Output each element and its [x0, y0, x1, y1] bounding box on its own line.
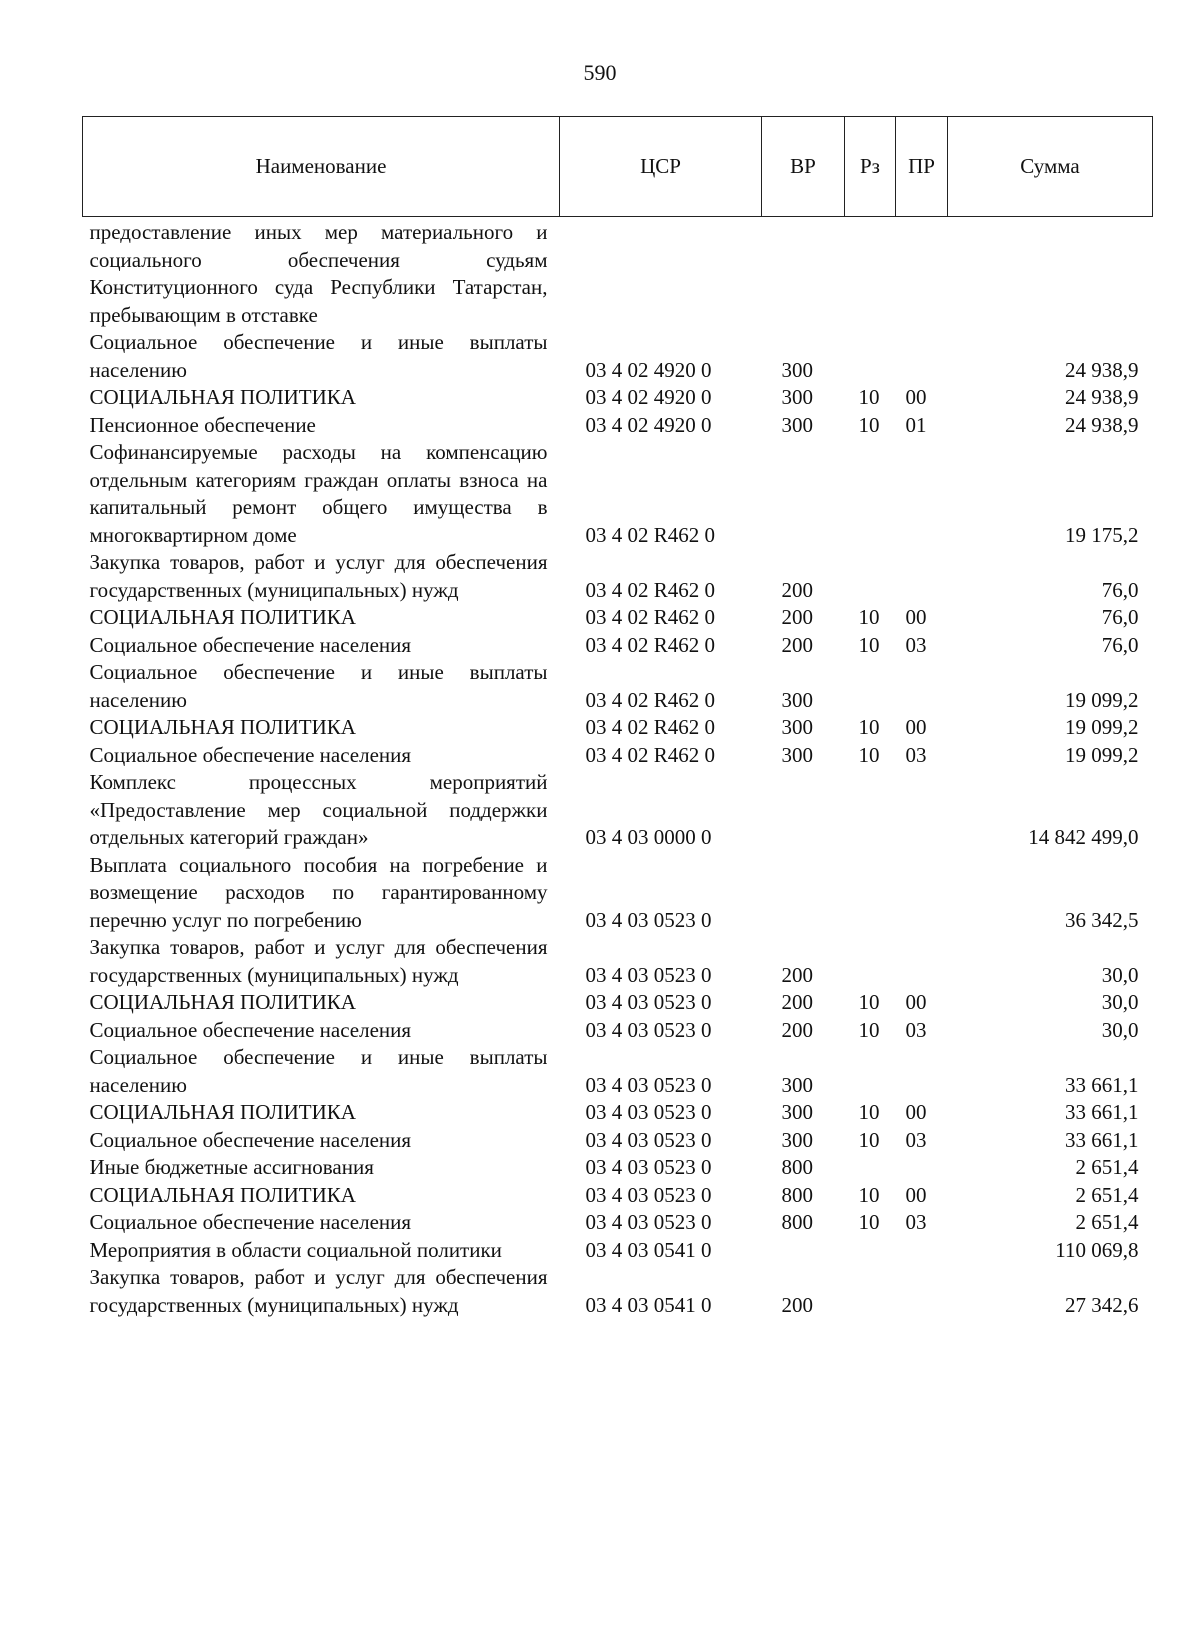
cell-vr: [762, 1237, 845, 1265]
cell-csr: 03 4 02 4920 0: [585, 385, 712, 409]
cell-vr: 200: [781, 1292, 813, 1317]
cell-sum: 76,0: [1101, 577, 1139, 602]
cell-sum: 33 661,1: [1065, 1100, 1139, 1124]
cell-rz: [845, 769, 896, 852]
cell-name: Социальное обеспечение населения: [89, 1017, 412, 1042]
cell-name: Пенсионное обеспечение: [89, 412, 316, 437]
cell-name: Социальное обеспечение населения: [89, 742, 412, 767]
header-csr: ЦСР: [560, 117, 762, 217]
cell-pr: [896, 549, 948, 604]
cell-pr: [896, 769, 948, 852]
cell-csr: 03 4 03 0541 0: [585, 1237, 712, 1262]
cell-rz: [845, 1154, 896, 1182]
cell-name: Социальное обеспечение и иные выплаты населению: [89, 1045, 548, 1097]
cell-csr: 03 4 02 R462 0: [585, 605, 716, 629]
table-row: [83, 989, 1153, 1017]
cell-pr: [896, 934, 948, 989]
cell-name: СОЦИАЛЬНАЯ ПОЛИТИКА: [89, 990, 356, 1014]
cell-vr: 300: [781, 687, 813, 712]
cell-rz: 10: [858, 605, 880, 629]
cell-name: СОЦИАЛЬНАЯ ПОЛИТИКА: [89, 1100, 356, 1124]
cell-csr: 03 4 02 R462 0: [585, 632, 716, 657]
cell-csr: 03 4 02 4920 0: [585, 357, 712, 382]
cell-sum: 2 651,4: [1075, 1155, 1139, 1179]
cell-csr: 03 4 03 0523 0: [585, 1017, 712, 1042]
cell-sum: 33 661,1: [1065, 1127, 1139, 1152]
cell-rz: 10: [858, 1127, 880, 1152]
cell-vr: [762, 769, 845, 852]
table-row: [83, 604, 1153, 632]
cell-rz: 10: [858, 1017, 880, 1042]
cell-vr: 300: [781, 412, 813, 437]
cell-pr: 03: [905, 742, 927, 767]
cell-csr: 03 4 02 R462 0: [585, 577, 716, 602]
budget-table: [82, 116, 1153, 1319]
table-row: [83, 659, 1153, 714]
cell-rz: 10: [858, 1210, 880, 1234]
cell-sum: 30,0: [1101, 1017, 1139, 1042]
cell-rz: 10: [858, 715, 880, 739]
cell-name: Выплата социального пособия на погребение и возмещение расходов по гарантированному перечню услуг по погребению: [89, 852, 548, 932]
table-row: [83, 217, 1153, 330]
cell-name: Социальное обеспечение населения: [89, 632, 412, 657]
cell-pr: 00: [905, 605, 927, 629]
cell-rz: [845, 439, 896, 549]
cell-rz: 10: [858, 1100, 880, 1124]
cell-vr: 200: [781, 962, 813, 987]
cell-name: СОЦИАЛЬНАЯ ПОЛИТИКА: [89, 1182, 356, 1207]
cell-pr: [896, 1154, 948, 1182]
cell-pr: 03: [905, 1127, 927, 1152]
cell-name: Закупка товаров, работ и услуг для обеспечения государственных (муниципальных) нужд: [89, 935, 548, 987]
cell-name: Комплекс процессных мероприятий «Предоставление мер социальной поддержки отдельных категорий граждан»: [89, 770, 548, 849]
cell-sum: 19 099,2: [1065, 687, 1139, 712]
table-row: [83, 714, 1153, 742]
cell-csr: 03 4 02 R462 0: [585, 522, 716, 547]
cell-name: Мероприятия в области социальной политики: [89, 1237, 502, 1262]
table-row: [83, 1182, 1153, 1210]
cell-vr: [762, 439, 845, 549]
cell-pr: 00: [905, 385, 927, 409]
cell-csr: 03 4 03 0523 0: [585, 962, 712, 987]
cell-sum: 110 069,8: [1055, 1237, 1139, 1262]
cell-csr: 03 4 03 0523 0: [585, 1182, 712, 1207]
cell-pr: 00: [905, 715, 927, 739]
table-row: [83, 632, 1153, 660]
cell-rz: [845, 329, 896, 384]
cell-pr: [896, 439, 948, 549]
cell-rz: [845, 217, 896, 330]
cell-name: Закупка товаров, работ и услуг для обеспечения государственных (муниципальных) нужд: [89, 1265, 548, 1317]
cell-name: предоставление иных мер материального и социального обеспечения судьям Конституционного суда Республики Татарстан, пребывающим в отставке: [89, 220, 548, 327]
cell-sum: 14 842 499,0: [1028, 825, 1139, 849]
table-row: [83, 329, 1153, 384]
cell-csr: 03 4 03 0523 0: [585, 990, 712, 1014]
table-row: [83, 742, 1153, 770]
table-row: [83, 412, 1153, 440]
header-vr: ВР: [762, 117, 845, 217]
table-row: [83, 549, 1153, 604]
cell-vr: 300: [781, 357, 813, 382]
cell-rz: 10: [858, 990, 880, 1014]
cell-csr: [560, 217, 762, 330]
table-row: [83, 439, 1153, 549]
table-row: [83, 1127, 1153, 1155]
cell-sum: 19 099,2: [1065, 715, 1139, 739]
cell-vr: 200: [781, 990, 813, 1014]
cell-csr: 03 4 03 0000 0: [585, 825, 712, 849]
cell-vr: 800: [781, 1210, 813, 1234]
cell-sum: 24 938,9: [1065, 412, 1139, 437]
cell-pr: 03: [905, 632, 927, 657]
cell-vr: [762, 852, 845, 935]
cell-vr: [762, 217, 845, 330]
table-row: [83, 1209, 1153, 1237]
cell-csr: 03 4 03 0523 0: [585, 1210, 712, 1234]
cell-rz: 10: [858, 385, 880, 409]
cell-pr: 00: [905, 1100, 927, 1124]
cell-sum: 27 342,6: [1065, 1292, 1139, 1317]
cell-vr: 300: [781, 715, 813, 739]
cell-vr: 200: [781, 632, 813, 657]
cell-name: Социальное обеспечение населения: [89, 1210, 412, 1234]
cell-name: Социальное обеспечение и иные выплаты населению: [89, 330, 548, 382]
cell-vr: 300: [781, 385, 813, 409]
header-pr: ПР: [896, 117, 948, 217]
cell-sum: 2 651,4: [1075, 1210, 1139, 1234]
cell-rz: [845, 1237, 896, 1265]
cell-csr: 03 4 02 R462 0: [585, 715, 716, 739]
table-row: [83, 934, 1153, 989]
table-row: [83, 1264, 1153, 1319]
header-name: Наименование: [83, 117, 560, 217]
cell-vr: 200: [781, 577, 813, 602]
cell-sum: 76,0: [1101, 632, 1139, 657]
cell-csr: 03 4 03 0523 0: [585, 1155, 712, 1179]
cell-pr: [896, 1237, 948, 1265]
cell-rz: [845, 549, 896, 604]
cell-name: Социальное обеспечение населения: [89, 1127, 412, 1152]
cell-rz: 10: [858, 742, 880, 767]
cell-vr: 300: [781, 1127, 813, 1152]
table-row: [83, 1044, 1153, 1099]
cell-pr: [896, 217, 948, 330]
cell-sum: 36 342,5: [1065, 907, 1139, 932]
table-header: [83, 117, 1153, 217]
cell-csr: 03 4 03 0523 0: [585, 1072, 712, 1097]
cell-vr: 800: [781, 1182, 813, 1207]
cell-pr: 00: [905, 990, 927, 1014]
table-body: [83, 217, 1153, 1320]
cell-pr: 00: [905, 1182, 927, 1207]
cell-csr: 03 4 02 4920 0: [585, 412, 712, 437]
cell-sum: 76,0: [1101, 605, 1139, 629]
table-row: [83, 1154, 1153, 1182]
cell-pr: [896, 1264, 948, 1319]
cell-sum: 19 175,2: [1065, 522, 1139, 547]
cell-sum: 30,0: [1101, 962, 1139, 987]
cell-name: Иные бюджетные ассигнования: [89, 1155, 374, 1179]
cell-rz: 10: [858, 1182, 880, 1207]
cell-csr: 03 4 03 0523 0: [585, 1100, 712, 1124]
page-number: 590: [583, 60, 617, 85]
cell-rz: [845, 1264, 896, 1319]
cell-sum: 30,0: [1101, 990, 1139, 1014]
cell-rz: [845, 934, 896, 989]
cell-name: Социальное обеспечение и иные выплаты населению: [89, 660, 548, 712]
table-row: [83, 1237, 1153, 1265]
cell-pr: 01: [905, 412, 927, 437]
cell-pr: [896, 329, 948, 384]
header-rz: Рз: [845, 117, 896, 217]
cell-sum: 24 938,9: [1065, 385, 1139, 409]
table-row: [83, 1099, 1153, 1127]
cell-sum: 2 651,4: [1075, 1182, 1139, 1207]
cell-rz: 10: [858, 632, 880, 657]
cell-pr: [896, 1044, 948, 1099]
cell-rz: [845, 659, 896, 714]
cell-csr: 03 4 02 R462 0: [585, 742, 716, 767]
cell-rz: [845, 852, 896, 935]
cell-vr: 300: [781, 742, 813, 767]
cell-sum: 19 099,2: [1065, 742, 1139, 767]
cell-csr: 03 4 03 0541 0: [585, 1292, 712, 1317]
cell-name: СОЦИАЛЬНАЯ ПОЛИТИКА: [89, 385, 356, 409]
cell-csr: 03 4 02 R462 0: [585, 687, 716, 712]
cell-name: СОЦИАЛЬНАЯ ПОЛИТИКА: [89, 605, 356, 629]
cell-name: Закупка товаров, работ и услуг для обеспечения государственных (муниципальных) нужд: [89, 550, 548, 602]
table-row: [83, 852, 1153, 935]
table-row: [83, 1017, 1153, 1045]
cell-vr: 200: [781, 605, 813, 629]
cell-vr: 300: [781, 1072, 813, 1097]
cell-name: Софинансируемые расходы на компенсацию отдельным категориям граждан оплаты взноса на капитальный ремонт общего имущества в многоквартирном доме: [89, 440, 548, 547]
cell-pr: [896, 659, 948, 714]
cell-vr: 200: [781, 1017, 813, 1042]
cell-pr: 03: [905, 1210, 927, 1234]
cell-sum: [948, 217, 1153, 330]
cell-rz: [845, 1044, 896, 1099]
header-sum: Сумма: [948, 117, 1153, 217]
cell-sum: 33 661,1: [1065, 1072, 1139, 1097]
cell-vr: 800: [781, 1155, 813, 1179]
cell-pr: [896, 852, 948, 935]
cell-csr: 03 4 03 0523 0: [585, 907, 712, 932]
table-row: [83, 769, 1153, 852]
cell-name: СОЦИАЛЬНАЯ ПОЛИТИКА: [89, 715, 356, 739]
table-row: [83, 384, 1153, 412]
cell-vr: 300: [781, 1100, 813, 1124]
cell-sum: 24 938,9: [1065, 357, 1139, 382]
cell-csr: 03 4 03 0523 0: [585, 1127, 712, 1152]
cell-pr: 03: [905, 1017, 927, 1042]
cell-rz: 10: [858, 412, 880, 437]
